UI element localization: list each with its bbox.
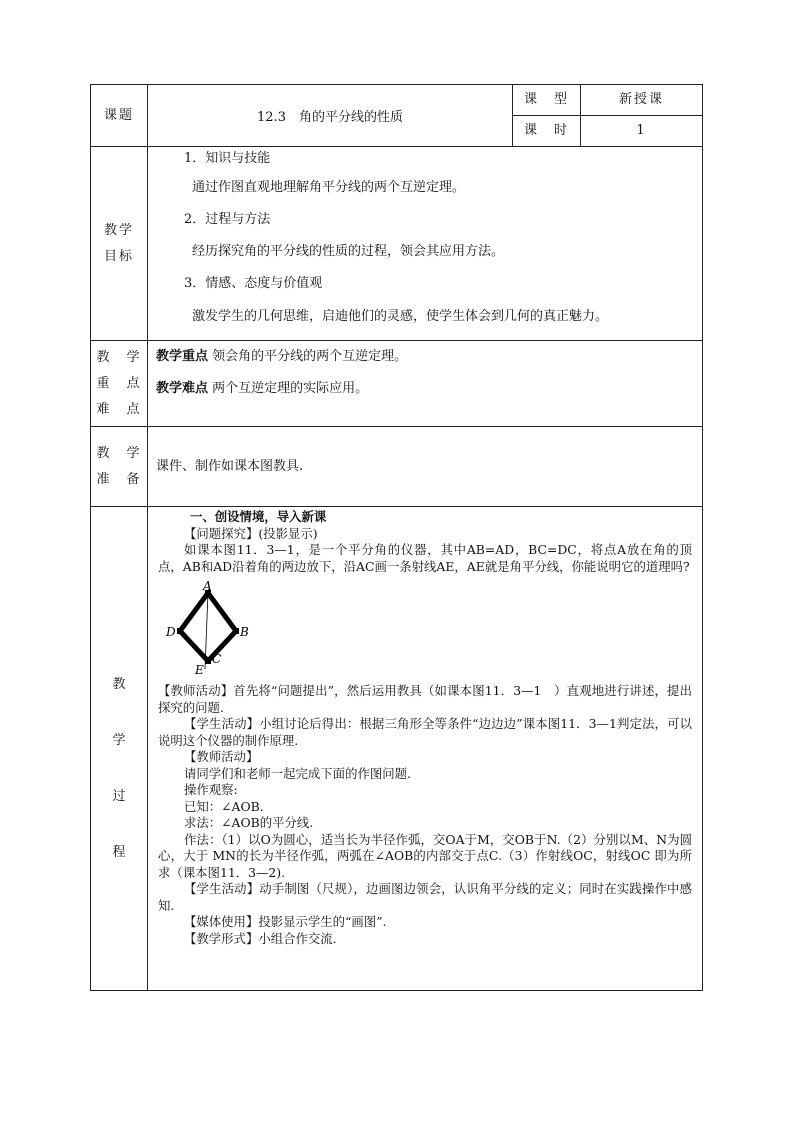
objective-item: 通过作图直观地理解角平分线的两个互逆定理。: [192, 180, 466, 195]
label-a: A: [203, 581, 212, 593]
lesson-plan-table: [90, 84, 702, 991]
lesson-table: [90, 84, 703, 991]
rhombus-frame: [180, 593, 236, 661]
keypoints-label: 教 学 重 点 难 点: [91, 341, 148, 427]
topic-label: 课题: [91, 85, 148, 147]
key-point: 教学重点 领会角的平分线的两个互逆定理。: [156, 349, 408, 364]
type-label: 课 型: [513, 85, 581, 116]
label-b: B: [240, 625, 249, 639]
pivot-b: [233, 628, 239, 634]
objectives-content: [148, 147, 703, 341]
topic-title: 12.3 角的平分线的性质: [148, 85, 513, 147]
objective-item: 3．情感、态度与价值观: [184, 276, 323, 291]
process-paragraph: 【学生活动】动手制图（尺规），边画图边领会，认识角平分线的定义；同时在实践操作中感知.: [158, 881, 692, 913]
label-d: D: [166, 625, 176, 639]
process-label: 教 学 过 程: [91, 507, 148, 991]
type-value: 新授课: [581, 85, 703, 116]
process-paragraph: 【教学形式】小组合作交流.: [184, 930, 337, 946]
pivot-c: [205, 658, 211, 664]
rhombus-diagram: [158, 581, 278, 675]
pivot-d: [177, 628, 183, 634]
process-paragraph: 求法：∠AOB的平分线.: [184, 815, 314, 830]
preparation-text: 课件、制作如课本图教具.: [156, 459, 304, 474]
process-paragraph: 已知：∠AOB.: [184, 798, 264, 814]
process-paragraph: 【学生活动】小组讨论后得出：根据三角形全等条件“边边边”课本图11．3—1判定法，可以说明这个仪器的制作原理.: [158, 716, 692, 748]
keypoints-content: [148, 341, 703, 427]
objective-item: 经历探究角的平分线的性质的过程，领会其应用方法。: [192, 244, 505, 259]
objective-item: 激发学生的几何思维，启迪他们的灵感，使学生体会到几何的真正魅力。: [192, 309, 609, 324]
process-content: [148, 507, 703, 991]
hours-label: 课 时: [513, 116, 581, 147]
label-e: E: [195, 663, 204, 675]
objectives-label: 教学 目标: [91, 147, 148, 341]
process-paragraph: 【媒体使用】投影显示学生的“画图”.: [184, 914, 387, 929]
objective-item: 1．知识与技能: [184, 151, 271, 166]
objective-item: 2．过程与方法: [184, 212, 271, 227]
process-paragraph: 作法：（1）以O为圆心，适当长为半径作弧，交OA于M，交OB于N.（2）分别以M、N为圆心，大于 MN的长为半径作弧，两弧在∠AOB的内部交于点C.（3）作射线OC，射线OC 即为所求（课本图11．3—2).: [158, 831, 692, 880]
process-paragraph: 【教师活动】首先将“问题提出”，然后运用教具（如课本图11．3—1 ）直观地进行讲述，提出探究的问题.: [158, 683, 692, 715]
preparation-content: [148, 427, 703, 507]
difficult-point: 教学难点 两个互逆定理的实际应用。: [156, 381, 369, 396]
process-paragraph: 请同学们和老师一起完成下面的作图问题.: [184, 765, 411, 781]
section-title: 一、创设情境，导入新课: [190, 509, 327, 524]
process-paragraph: 如课本图11．3—1，是一个平分角的仪器，其中AB=AD，BC=DC，将点A放在角的顶点，AB和AD沿着角的两边放下，沿AC画一条射线AE，AE就是角平分线，你能说明它的道理吗?: [158, 542, 692, 574]
process-paragraph: 操作观察:: [184, 782, 238, 797]
rhombus-figure: [158, 581, 278, 675]
process-paragraph: 【问题探究】(投影显示): [184, 525, 318, 541]
process-paragraph: 【教师活动】: [184, 749, 259, 764]
preparation-label: 教 学 准 备: [91, 427, 148, 507]
hours-value: 1: [581, 116, 703, 147]
label-c: C: [212, 652, 222, 666]
